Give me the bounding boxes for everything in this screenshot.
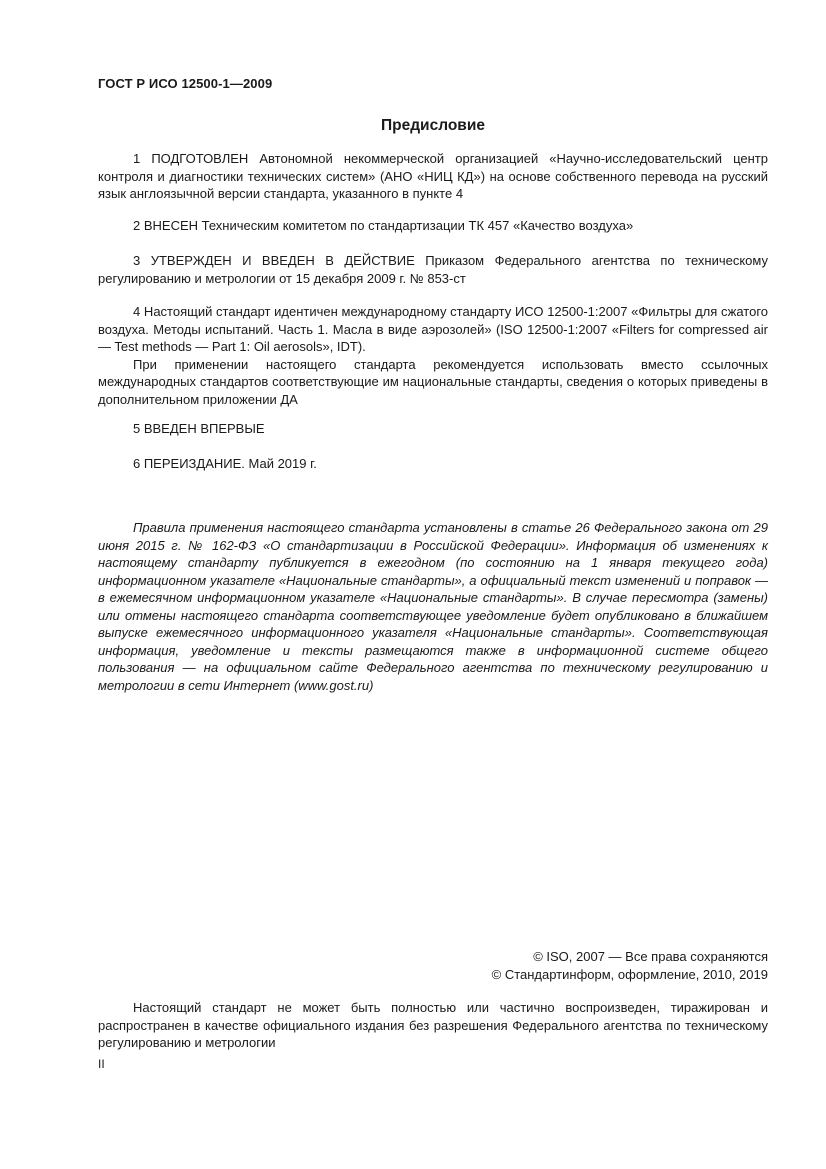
paragraph-prepared-by	[98, 150, 768, 203]
paragraph-identical-standard	[98, 303, 768, 408]
copyright-block	[492, 948, 768, 984]
paragraph-text: 4 Настоящий стандарт идентичен международному стандарту ИСО 12500-1:2007 «Фильтры для сжатого воздуха. Методы испытаний. Часть 1. Масла в виде аэрозолей» (ISO 12500-1:2007 «Filters for compressed air — Test methods — Part 1: Oil aerosols», IDT).	[98, 304, 768, 354]
paragraph-submitted-by	[98, 217, 768, 235]
rules-notice	[98, 519, 768, 694]
paragraph-text: 2 ВНЕСЕН Техническим комитетом по стандартизации ТК 457 «Качество воздуха»	[133, 218, 634, 233]
paragraph-text: При применении настоящего стандарта рекомендуется использовать вместо ссылочных международных стандартов соответствующие им национальные стандарты, сведения о которых приведены в дополнительном приложении ДА	[98, 356, 768, 407]
paragraph-approved	[98, 252, 768, 287]
disclaimer-text: Настоящий стандарт не может быть полностью или частично воспроизведен, тиражирован и распространен в качестве официального издания без разрешения Федерального агентства по техническому регулированию и метрологии	[98, 1000, 768, 1050]
copyright-iso: © ISO, 2007 — Все права сохраняются	[533, 949, 768, 964]
reproduction-disclaimer	[98, 999, 768, 1052]
copyright-standartinform: © Стандартинформ, оформление, 2010, 2019	[491, 967, 768, 982]
paragraph-text: 3 УТВЕРЖДЕН И ВВЕДЕН В ДЕЙСТВИЕ Приказом Федерального агентства по техническому регулированию и метрологии от 15 декабря 2009 г. № 853-ст	[98, 253, 768, 286]
paragraph-text: 1 ПОДГОТОВЛЕН Автономной некоммерческой организацией «Научно-исследовательский центр контроля и диагностики технических систем» (АНО «НИЦ КД») на основе собственного перевода на русский язык англоязычной версии стандарта, указанного в пункте 4	[98, 151, 768, 201]
page-number: II	[98, 1057, 105, 1071]
paragraph-text: 6 ПЕРЕИЗДАНИЕ. Май 2019 г.	[133, 456, 317, 471]
paragraph-reissue	[98, 455, 768, 473]
page-title: Предисловие	[380, 117, 485, 134]
standard-code: ГОСТ Р ИСО 12500-1—2009	[98, 76, 273, 91]
paragraph-text: 5 ВВЕДЕН ВПЕРВЫЕ	[133, 421, 265, 436]
notice-text: Правила применения настоящего стандарта установлены в статье 26 Федерального закона от 29 июня 2015 г. № 162-ФЗ «О стандартизации в Российской Федерации». Информация об изменениях к настоящему стандарту публикуется в ежегодном (по состоянию на 1 января текущего года) информационном указателе «Национальные стандарты», а официальный текст изменений и поправок — в ежемесячном информационном указателе «Национальные стандарты». В случае пересмотра (замены) или отмены настоящего стандарта соответствующее уведомление будет опубликовано в ближайшем выпуске ежемесячного информационного указателя «Национальные стандарты». Соответствующая информация, уведомление и тексты размещаются также в информационной системе общего пользования — на официальном сайте Федерального агентства по техническому регулированию и метрологии в сети Интернет (www.gost.ru)	[98, 520, 768, 693]
paragraph-introduced-first	[98, 420, 768, 438]
